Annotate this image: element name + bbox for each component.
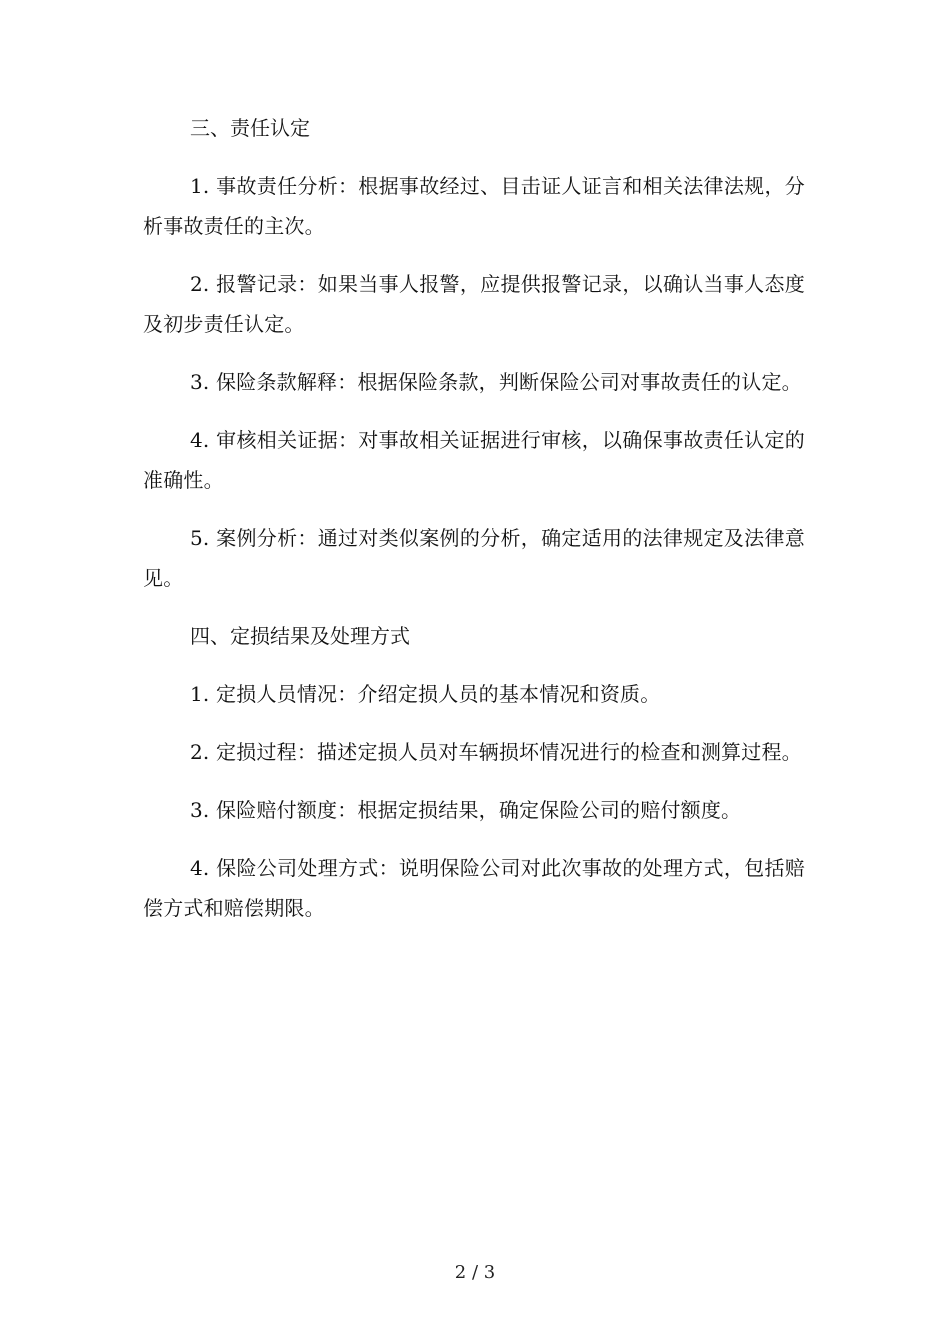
list-item: 3. 保险赔付额度：根据定损结果，确定保险公司的赔付额度。 bbox=[190, 798, 742, 822]
list-item: 3. 保险条款解释：根据保险条款，判断保险公司对事故责任的认定。 bbox=[190, 370, 802, 394]
section-heading-loss-assessment: 四、定损结果及处理方式 bbox=[190, 624, 410, 648]
page-number: 2 / 3 bbox=[454, 1262, 496, 1283]
list-item: 2. 定损过程：描述定损人员对车辆损坏情况进行的检查和测算过程。 bbox=[190, 740, 802, 764]
list-item: 1. 事故责任分析：根据事故经过、目击证人证言和相关法律法规，分析事故责任的主次。 bbox=[143, 174, 805, 238]
list-item: 5. 案例分析：通过对类似案例的分析，确定适用的法律规定及法律意见。 bbox=[143, 526, 805, 590]
list-item: 4. 审核相关证据：对事故相关证据进行审核，以确保事故责任认定的准确性。 bbox=[143, 428, 805, 492]
list-item: 2. 报警记录：如果当事人报警，应提供报警记录，以确认当事人态度及初步责任认定。 bbox=[143, 272, 805, 336]
list-item: 1. 定损人员情况：介绍定损人员的基本情况和资质。 bbox=[190, 682, 661, 706]
section-heading-responsibility: 三、责任认定 bbox=[190, 116, 310, 140]
list-item: 4. 保险公司处理方式：说明保险公司对此次事故的处理方式，包括赔偿方式和赔偿期限。 bbox=[143, 856, 805, 920]
document-body bbox=[143, 108, 805, 946]
